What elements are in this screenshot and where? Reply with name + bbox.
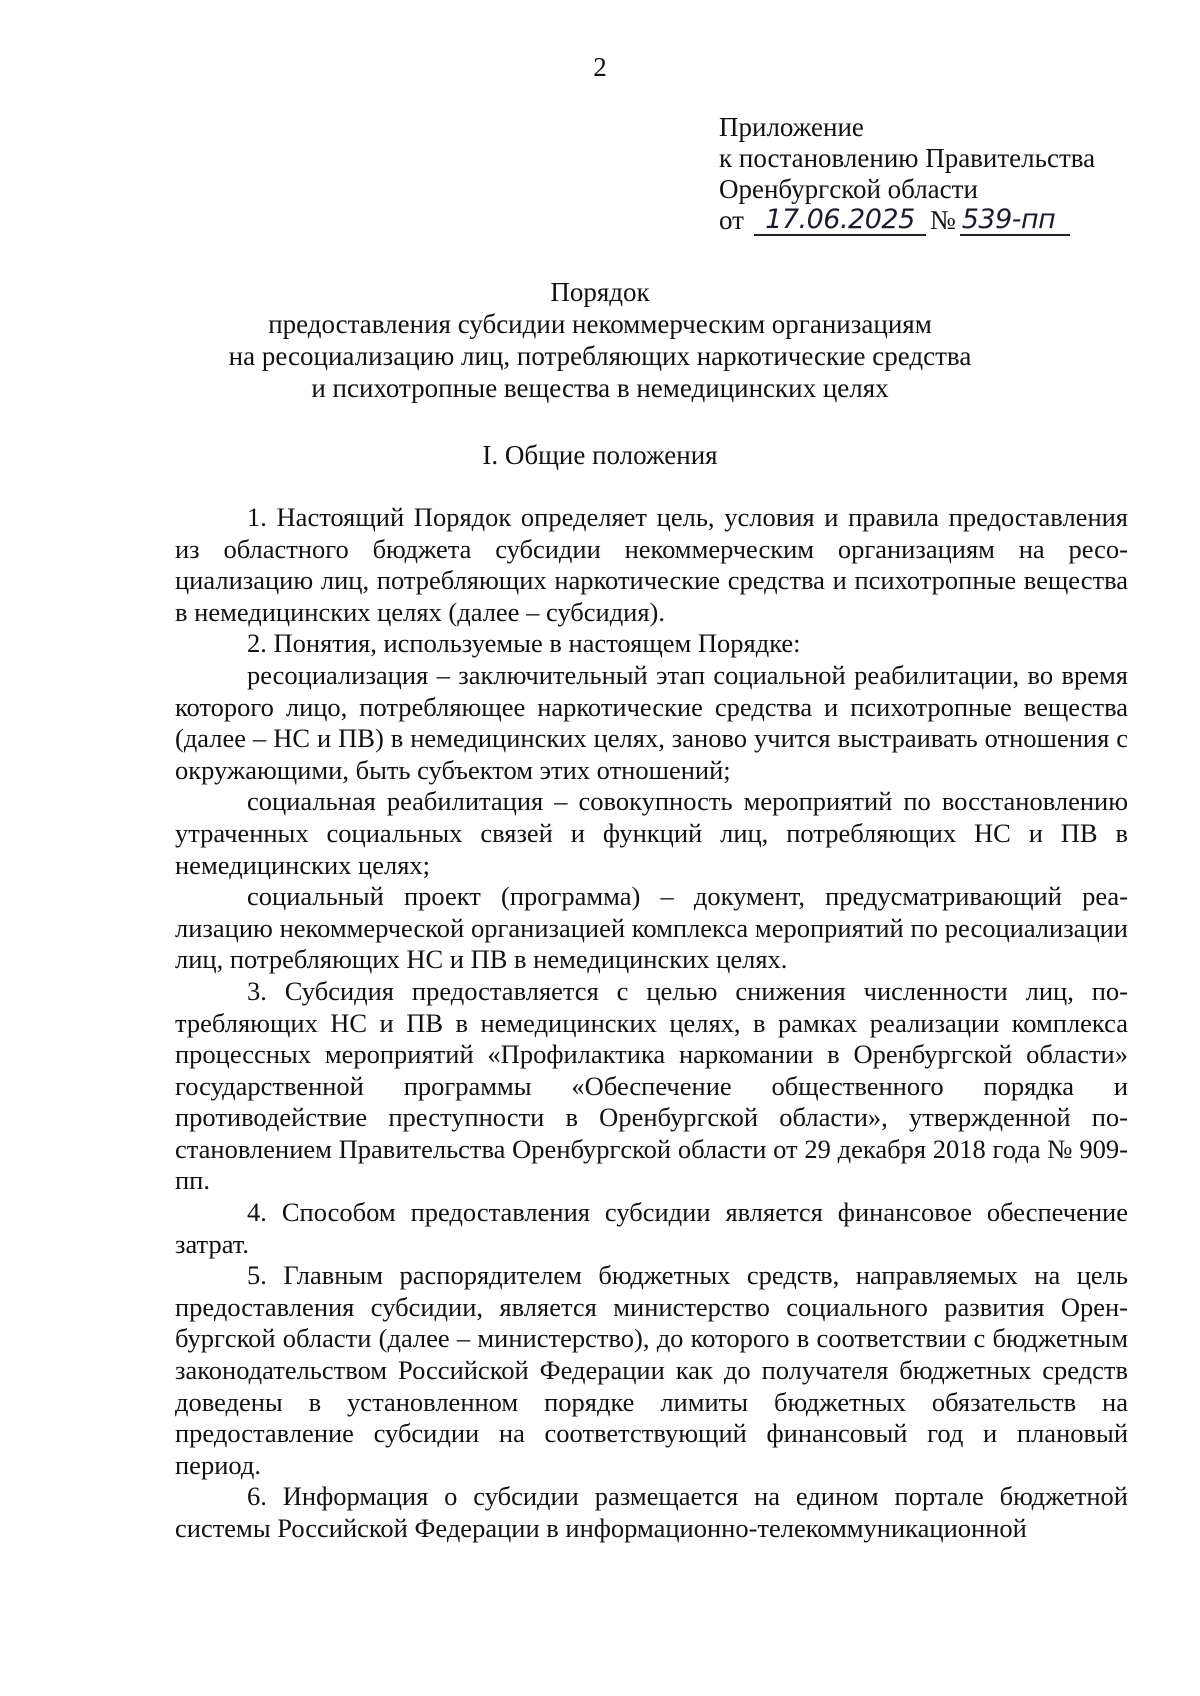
- from-label: от: [719, 205, 744, 235]
- section-heading: I. Общие положения: [482, 440, 718, 470]
- title-line-3: на ресоциализацию лиц, потребляющих наркотические средства: [228, 341, 972, 371]
- title-line-4: и психотропные вещества в немедицинских целях: [311, 373, 889, 403]
- appendix-region: Оренбургской области: [719, 174, 978, 204]
- paragraph-3: 3. Субсидия предоставляется с целью снижения численности лиц, потребляющих НС и ПВ в немедицинских целях, в рамках реализации комплекса процессных мероприятий «Профилактика наркомании в Оренбургской области» государственной программы «Обеспечение общественного порядка и противодействие преступности в Оренбургской области», утвержденной постановлением Правительства Оренбургской области от 29 декабря 2018 года № 909-пп.: [175, 975, 1128, 1196]
- handwritten-date: 17.06.2025: [754, 206, 926, 236]
- paragraph-4: 4. Способом предоставления субсидии является финансовое обеспечение затрат.: [175, 1197, 1128, 1259]
- paragraph-definition-resocialization: ресоциализация – заключительный этап социальной реабилитации, во время которого лицо, потребляющее наркотические средства и психотропные вещества (далее – НС и ПВ) в немедицинских целях, заново учится выстраивать отношения с окружающими, быть субъектом этих отношений;: [175, 659, 1128, 785]
- paragraph-1: 1. Настоящий Порядок определяет цель, условия и правила предоставления из областного бюджета субсидии некоммерческим организациям на ресоциализацию лиц, потребляющих наркотические средства и психотропные вещества в немедицинских целях (далее – субсидия).: [175, 502, 1128, 627]
- appendix-date-line: [719, 205, 1095, 236]
- page-number: 2: [593, 52, 607, 82]
- document-title: [0, 276, 1200, 404]
- paragraph-5: 5. Главным распорядителем бюджетных средств, направляемых на цель предоставления субсидии, является министерство социального развития Оренбургской области (далее – министерство), до которого в соответствии с бюджетным законодательством Российской Федерации как до получателя бюджетных средств доведены в установленном порядке лимиты бюджетных обязательств на предоставление субсидии на соответствующий финансовый год и плановый период.: [175, 1260, 1128, 1480]
- appendix-label: Приложение: [719, 112, 864, 142]
- paragraph-definition-rehabilitation: социальная реабилитация – совокупность мероприятий по восстановлению утраченных социальных связей и функций лиц, потребляющих НС и ПВ в немедицинских целях;: [175, 786, 1128, 880]
- paragraph-definition-project: социальный проект (программа) – документ, предусматривающий реализацию некоммерческой организацией комплекса мероприятий по ресоциализации лиц, потребляющих НС и ПВ в немедицинских целях.: [175, 881, 1128, 975]
- handwritten-number: 539-пп: [960, 206, 1070, 236]
- title-line-1: Порядок: [550, 277, 650, 307]
- paragraph-6: 6. Информация о субсидии размещается на едином портале бюджетной системы Российской Федерации в информационно-телекоммуникационной: [175, 1481, 1128, 1543]
- appendix-decree-ref: к постановлению Правительства: [719, 143, 1096, 173]
- number-sign: №: [929, 205, 956, 235]
- paragraph-2: 2. Понятия, используемые в настоящем Порядке:: [247, 628, 801, 659]
- document-body: [175, 502, 1128, 1545]
- appendix-block: [719, 112, 1095, 236]
- title-line-2: предоставления субсидии некоммерческим организациям: [268, 309, 932, 339]
